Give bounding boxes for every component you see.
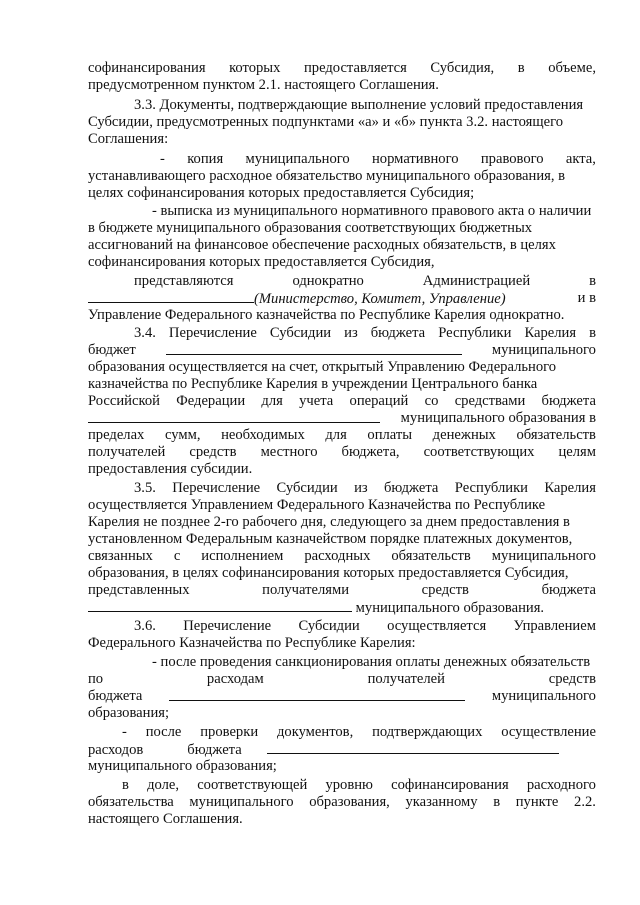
- word: муниципального: [491, 548, 596, 564]
- paragraph-line: муниципального образования в: [88, 410, 596, 427]
- word: расходных: [304, 548, 371, 564]
- blank-fill-line[interactable]: [267, 741, 559, 754]
- word: целям: [558, 444, 596, 460]
- paragraph-line: [88, 582, 596, 599]
- paragraph-line: [88, 741, 596, 759]
- word: -: [160, 151, 165, 167]
- word: образования,: [309, 794, 390, 810]
- word: необходимых: [221, 427, 305, 443]
- word: проверки: [200, 724, 259, 740]
- word: средств: [548, 671, 596, 687]
- word: обязательств: [391, 548, 471, 564]
- word: предоставляется: [303, 60, 407, 76]
- word: Республики: [438, 325, 512, 341]
- word: со: [424, 393, 439, 409]
- paragraph-line: софинансирования которых предоставляется Субсидия,: [88, 254, 435, 270]
- word: пункте: [515, 794, 559, 810]
- paragraph-line: предоставления субсидии.: [88, 461, 253, 477]
- paragraph-line: [88, 794, 596, 811]
- word: получателей: [88, 444, 166, 460]
- blank-fill-line[interactable]: [88, 599, 352, 612]
- word: доле,: [147, 777, 180, 793]
- word: -: [122, 724, 127, 740]
- paragraph-line: Карелия не позднее 2-го рабочего дня, следующего за днем предоставления в: [88, 514, 570, 530]
- word: Субсидии: [298, 618, 360, 634]
- paragraph-line: ассигнований на финансовое обеспечение расходных обязательств, в целях: [88, 237, 556, 253]
- list-item-line: - после проведения санкционирования оплаты денежных обязательств: [152, 654, 591, 670]
- word: акта,: [565, 151, 596, 167]
- paragraph-line: [122, 777, 596, 794]
- paragraph-line: Субсидии, предусмотренных подпунктами «а» и «б» пункта 3.2. настоящего: [88, 114, 564, 130]
- word: для: [325, 427, 347, 443]
- word: бюджета: [384, 480, 439, 496]
- paragraph-line: бюджета муниципального: [88, 688, 596, 704]
- word: Российской: [88, 393, 160, 409]
- word: подтверждающих: [372, 724, 483, 740]
- word: из: [344, 325, 358, 341]
- word: сумм,: [164, 427, 201, 443]
- word: 3.4.: [134, 325, 156, 341]
- clause-3-4-line: [134, 325, 596, 342]
- word: учета: [299, 393, 334, 409]
- word: копия: [187, 151, 224, 167]
- word: которых: [229, 60, 281, 76]
- paragraph-line: [88, 427, 596, 444]
- word: осуществление: [501, 724, 596, 740]
- paragraph-line: муниципального образования;: [88, 758, 277, 774]
- paragraph-line: Управление Федерального казначейства по Республике Карелия однократно.: [88, 307, 565, 323]
- word: оплаты: [367, 427, 413, 443]
- word: соответствующей: [197, 777, 308, 793]
- list-item-line: [122, 724, 596, 741]
- word: пределах: [88, 427, 145, 443]
- paragraph-line: [88, 393, 596, 410]
- word: представленных: [88, 582, 190, 598]
- paragraph-line: Соглашения:: [88, 131, 169, 147]
- word: расходного: [526, 777, 596, 793]
- word: расходам: [206, 671, 264, 687]
- word: Субсидия,: [430, 60, 495, 76]
- word: средств: [421, 582, 469, 598]
- word: софинансирования: [88, 60, 206, 76]
- list-item-line: - выписка из муниципального нормативного правового акта о наличии: [152, 203, 592, 219]
- word: денежных: [432, 427, 496, 443]
- paragraph-line: [88, 60, 596, 77]
- blank-fill-line[interactable]: [169, 688, 465, 701]
- word: обязательств: [516, 427, 596, 443]
- word: Субсидии: [269, 325, 332, 341]
- word: 2.2.: [574, 794, 596, 810]
- word: расходов: [88, 742, 144, 758]
- word: Карелия: [544, 480, 596, 496]
- word: Перечисление: [168, 325, 257, 341]
- paragraph-line: предусмотренном пунктом 2.1. настоящего Соглашения.: [88, 77, 439, 93]
- word: местного: [260, 444, 318, 460]
- word: из: [354, 480, 368, 496]
- paragraph-line: установленном Федеральным казначейством порядке платежных документов,: [88, 531, 573, 547]
- word: в: [493, 794, 501, 810]
- word: средствами: [454, 393, 526, 409]
- word: операций: [349, 393, 409, 409]
- paragraph-line: образования осуществляется на счет, открытый Управлению Федерального: [88, 359, 557, 375]
- word: в: [517, 60, 525, 76]
- word: после: [145, 724, 182, 740]
- word: связанных: [88, 548, 153, 564]
- paragraph-line: устанавливающего расходное обязательство муниципального образования, в: [88, 168, 566, 184]
- paragraph-line: образования;: [88, 705, 170, 721]
- word: Федерации: [176, 393, 246, 409]
- paragraph-line: настоящего Соглашения.: [88, 811, 243, 827]
- word: получателями: [262, 582, 350, 598]
- word: объеме,: [548, 60, 596, 76]
- blank-fill-line[interactable]: [166, 342, 462, 355]
- blank-fill-line[interactable]: [88, 290, 254, 303]
- paragraph-line: осуществляется Управлением Федерального Казначейства по Республике: [88, 497, 546, 513]
- word: однократно: [292, 273, 364, 289]
- word: обязательства: [88, 794, 174, 810]
- word: для: [261, 393, 283, 409]
- word: в: [122, 777, 129, 793]
- word: документов,: [276, 724, 354, 740]
- word: бюджета,: [341, 444, 400, 460]
- paragraph-line: [88, 444, 596, 461]
- word: 3.6.: [134, 618, 156, 634]
- paragraph-line: казначейства по Республике Карелия в учреждении Центрального банка: [88, 376, 538, 392]
- italic-options: (Министерство, Комитет, Управление): [254, 291, 506, 307]
- word: Управлением: [513, 618, 596, 634]
- word: с: [173, 548, 181, 564]
- clause-3-3-line: 3.3. Документы, подтверждающие выполнение условий предоставления: [134, 97, 584, 113]
- word: бюджета: [541, 393, 596, 409]
- paragraph-line: [88, 671, 596, 688]
- word: правового: [480, 151, 544, 167]
- word: софинансирования: [391, 777, 509, 793]
- blank-fill-line[interactable]: [88, 410, 380, 423]
- paragraph-line: [88, 548, 596, 565]
- clause-3-6-line: [134, 618, 596, 635]
- word: Администрацией: [422, 273, 531, 289]
- word: средств: [189, 444, 237, 460]
- word: бюджета: [370, 325, 426, 341]
- word: осуществляется: [387, 618, 487, 634]
- paragraph-line: [134, 273, 596, 290]
- word: указанному: [405, 794, 478, 810]
- paragraph-line: Федерального Казначейства по Республике Карелия:: [88, 635, 416, 651]
- word: Карелия: [524, 325, 577, 341]
- word: соответствующих: [423, 444, 535, 460]
- paragraph-line: целях софинансирования которых предоставляется Субсидия;: [88, 185, 475, 201]
- paragraph-line: муниципального образования.: [88, 599, 596, 617]
- paragraph-line: (Министерство, Комитет, Управление) и в: [88, 290, 596, 308]
- word: муниципального: [189, 794, 294, 810]
- word: уровню: [325, 777, 373, 793]
- word: 3.5.: [134, 480, 156, 496]
- word: в: [589, 273, 596, 289]
- word: получателей: [367, 671, 445, 687]
- word: в: [589, 325, 596, 341]
- word: бюджета: [187, 742, 242, 758]
- word: по: [88, 671, 104, 687]
- word: Перечисление: [183, 618, 272, 634]
- paragraph-line: в бюджете муниципального образования соответствующих бюджетных: [88, 220, 533, 236]
- word: исполнением: [201, 548, 284, 564]
- list-item-line: [160, 151, 596, 168]
- paragraph-line: бюджет муниципального: [88, 342, 596, 358]
- word: нормативного: [372, 151, 459, 167]
- word: представляются: [134, 273, 234, 289]
- clause-3-5-line: [134, 480, 596, 497]
- word: Республики: [454, 480, 528, 496]
- word: Перечисление: [172, 480, 261, 496]
- word: бюджета: [541, 582, 596, 598]
- word: Субсидии: [276, 480, 338, 496]
- paragraph-line: образования, в целях софинансирования которых предоставляется Субсидия,: [88, 565, 569, 581]
- word: муниципального: [245, 151, 350, 167]
